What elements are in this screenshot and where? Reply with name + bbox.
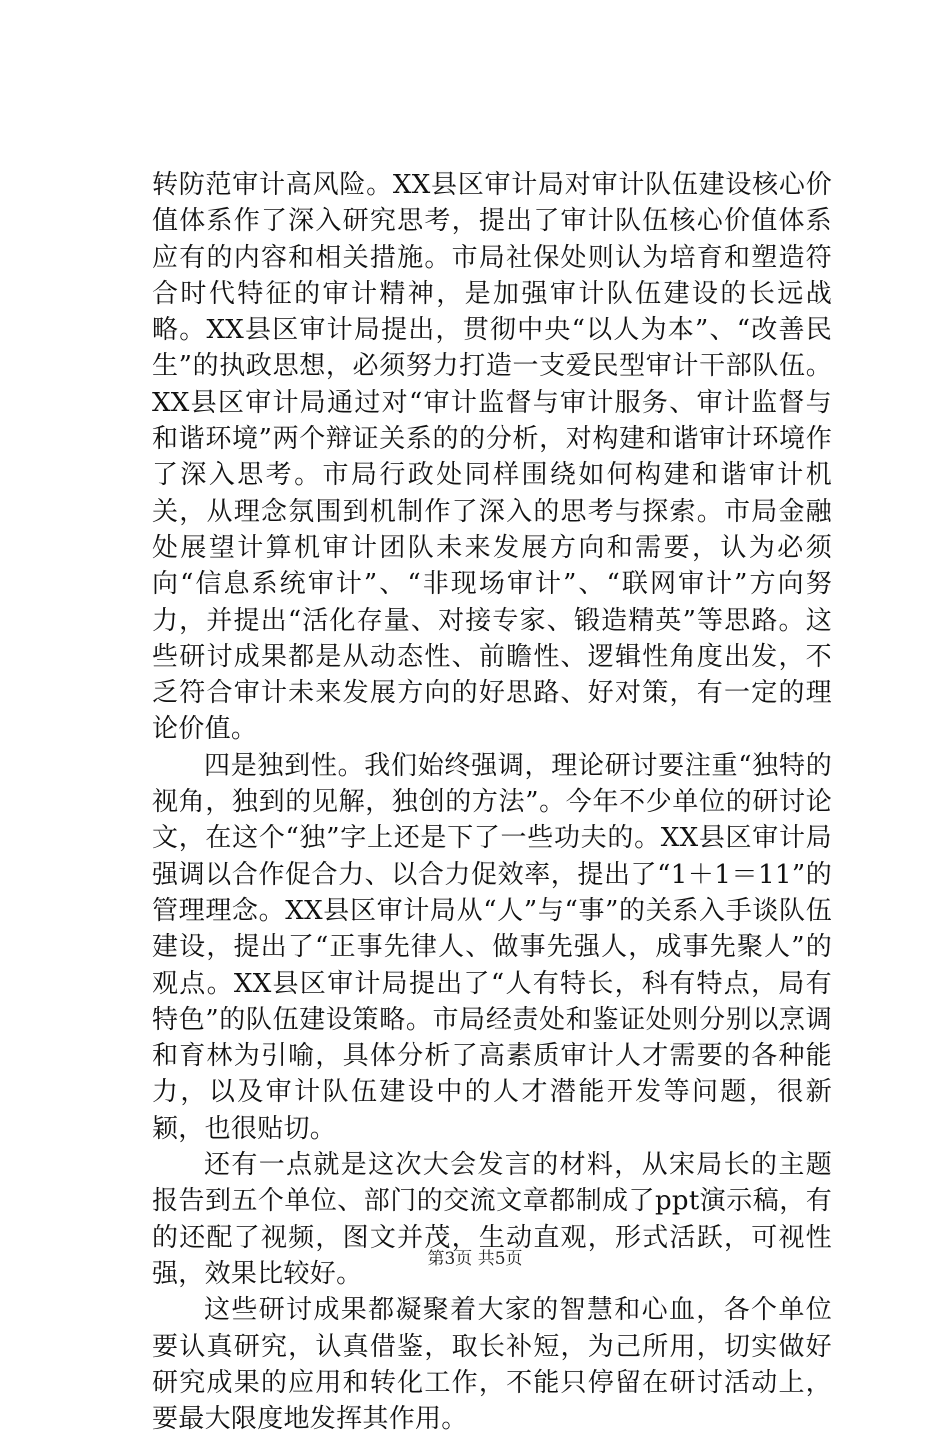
page-footer: 第3页 共5页: [427, 1249, 523, 1269]
paragraph-1: 转防范审计高风险。XX县区审计局对审计队伍建设核心价值体系作了深入研究思考，提出了审计队伍核心价值体系应有的内容和相关措施。市局社保处则认为培育和塑造符合时代特征的审计精神，是加强审计队伍建设的长远战略。XX县区审计局提出，贯彻中央“以人为本”、“改善民生”的执政思想，必须努力打造一支爱民型审计干部队伍。XX县区审计局通过对“审计监督与审计服务、审计监督与和谐环境”两个辩证关系的的分析，对构建和谐审计环境作了深入思考。市局行政处同样围绕如何构建和谐审计机关，从理念氛围到机制作了深入的思考与探索。市局金融处展望计算机审计团队未来发展方向和需要，认为必须向“信息系统审计”、“非现场审计”、“联网审计”方向努力，并提出“活化存量、对接专家、锻造精英”等思路。这些研讨成果都是从动态性、前瞻性、逻辑性角度出发，不乏符合审计未来发展方向的好思路、好对策，有一定的理论价值。: [152, 170, 832, 745]
paragraph-4: 这些研讨成果都凝聚着大家的智慧和心血，各个单位要认真研究，认真借鉴，取长补短，为己所用，切实做好研究成果的应用和转化工作，不能只停留在研讨活动上，要最大限度地发挥其作用。: [152, 1295, 832, 1435]
paragraph-2: 四是独到性。我们始终强调，理论研讨要注重“独特的视角，独到的见解，独创的方法”。今年不少单位的研讨论文，在这个“独”字上还是下了一些功夫的。XX县区审计局强调以合作促合力、以合力促效率，提出了“1＋1＝11”的管理理念。XX县区审计局从“人”与“事”的关系入手谈队伍建设，提出了“正事先律人、做事先强人，成事先聚人”的观点。XX县区审计局提出了“人有特长，科有特点，局有特色”的队伍建设策略。市局经责处和鉴证处则分别以烹调和育林为引喻，具体分析了高素质审计人才需要的各种能力，以及审计队伍建设中的人才潜能开发等问题，很新颖，也很贴切。: [152, 750, 832, 1144]
paragraph-3: 还有一点就是这次大会发言的材料，从宋局长的主题报告到五个单位、部门的交流文章都制成了ppt演示稿，有的还配了视频，图文并茂，生动直观，形式活跃，可视性强，效果比较好。: [152, 1150, 832, 1289]
